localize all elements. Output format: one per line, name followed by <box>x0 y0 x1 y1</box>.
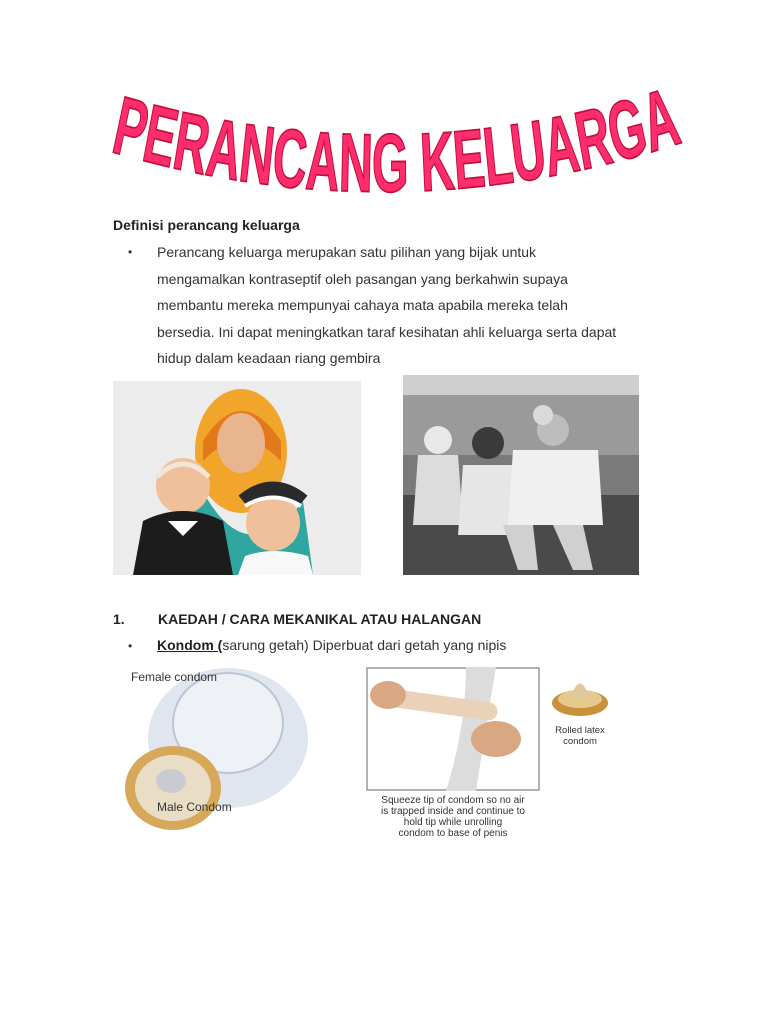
definition-paragraph <box>157 239 657 372</box>
caption-line: is trapped inside and continue to <box>381 806 525 817</box>
title-text: PERANCANG KELUARGA <box>106 88 700 208</box>
svg-text:PERANCANG KELUARGA <box>106 88 700 208</box>
paragraph-line: hidup dalam keadaan riang gembira <box>157 350 381 366</box>
instruction-photo <box>366 667 540 791</box>
caption-line: condom to base of penis <box>398 828 508 839</box>
term-description: sarung getah) Diperbuat dari getah yang nipis <box>222 637 507 653</box>
caption-line: hold tip while unrolling <box>403 817 503 828</box>
male-condom-label: Male Condom <box>157 800 232 814</box>
family-photo-color <box>113 381 361 575</box>
list-item <box>128 239 688 372</box>
definition-list <box>128 239 688 372</box>
rolled-condom-photo <box>545 665 615 750</box>
paragraph-line: bersedia. Ini dapat meningkatkan taraf kesihatan ahli keluarga serta dapat <box>157 323 617 340</box>
list-item <box>128 636 506 656</box>
paragraph-line: Perancang keluarga merupakan satu pilihan yang bijak untuk <box>157 244 537 260</box>
caption-line: Squeeze tip of condom so no air <box>381 795 525 806</box>
condom-photo <box>113 663 316 838</box>
definition-heading: Definisi perancang keluarga <box>113 217 300 233</box>
instruction-caption <box>366 793 540 843</box>
rolled-label: condom <box>563 736 597 747</box>
section-title: KAEDAH / CARA MEKANIKAL ATAU HALANGAN <box>158 611 482 627</box>
section-heading <box>113 611 481 627</box>
term: Kondom ( <box>157 637 223 653</box>
bullet: • <box>128 639 133 653</box>
section-number: 1. <box>113 611 125 627</box>
paragraph-line: membantu mereka mempunyai cahaya mata apabila mereka telah <box>157 297 568 313</box>
paragraph-line: mengamalkan kontraseptif oleh pasangan yang berkahwin supaya <box>157 270 568 287</box>
family-photo-bw <box>403 375 639 575</box>
bullet: • <box>128 245 133 259</box>
female-condom-label: Female condom <box>131 670 218 684</box>
rolled-label: Rolled latex <box>555 725 605 736</box>
wordart-title <box>100 88 700 208</box>
page-title <box>100 88 700 208</box>
